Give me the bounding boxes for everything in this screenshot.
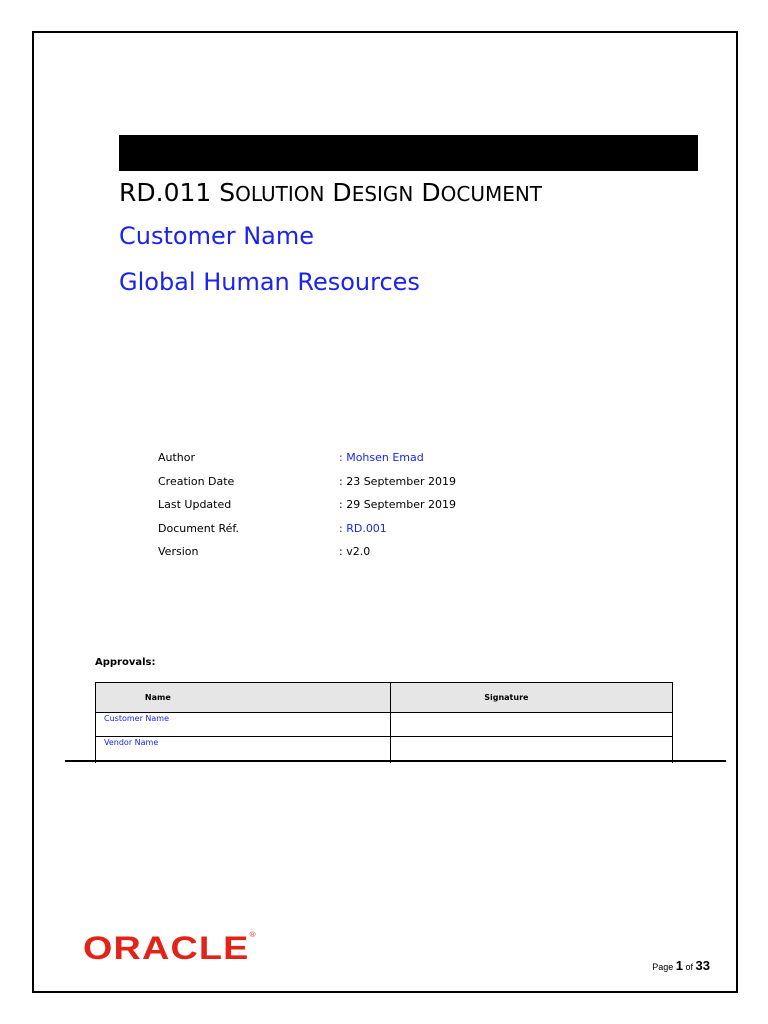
total-pages: 33 bbox=[695, 958, 710, 973]
approvals-label: Approvals: bbox=[95, 657, 156, 668]
meta-label: Author bbox=[158, 451, 196, 465]
current-page: 1 bbox=[675, 958, 684, 973]
meta-value: : 29 September 2019 bbox=[339, 498, 456, 512]
oracle-logo bbox=[83, 930, 257, 967]
title-word-1-rest: OLUTION bbox=[235, 182, 325, 206]
project-name: Global Human Resources bbox=[119, 268, 420, 296]
title-word-1-cap: S bbox=[219, 178, 236, 207]
meta-value: : v2.0 bbox=[339, 545, 371, 559]
approvals-table bbox=[95, 682, 673, 763]
meta-row-author bbox=[158, 446, 558, 470]
section-divider bbox=[65, 760, 726, 762]
meta-label: Last Updated bbox=[158, 498, 232, 512]
table-row bbox=[96, 713, 673, 737]
signature-cell bbox=[390, 713, 672, 737]
meta-row-creation-date bbox=[158, 470, 558, 494]
table-header-row bbox=[96, 683, 673, 713]
title-word-2-cap: D bbox=[332, 178, 352, 207]
meta-row-version bbox=[158, 540, 558, 564]
document-metadata bbox=[158, 446, 558, 564]
table-row bbox=[96, 737, 673, 763]
signature-cell bbox=[390, 737, 672, 763]
meta-row-document-ref bbox=[158, 517, 558, 541]
meta-value: : Mohsen Emad bbox=[339, 451, 424, 465]
approver-name-cell: Customer Name bbox=[96, 713, 391, 737]
logo-wordmark: ORACLE bbox=[83, 930, 250, 966]
page-number bbox=[652, 958, 710, 973]
column-header-signature: Signature bbox=[390, 683, 672, 713]
page-separator: of bbox=[683, 962, 696, 972]
title-word-2-rest: ESIGN bbox=[351, 182, 414, 206]
approver-name-cell: Vendor Name bbox=[96, 737, 391, 763]
title-word-3-rest: OCUMENT bbox=[440, 182, 543, 206]
meta-label: Creation Date bbox=[158, 474, 235, 488]
meta-value: : RD.001 bbox=[339, 521, 387, 535]
title-word-3-cap: D bbox=[421, 178, 441, 207]
document-title bbox=[119, 178, 542, 207]
meta-row-last-updated bbox=[158, 493, 558, 517]
title-prefix: RD.011 bbox=[119, 178, 220, 207]
meta-label: Version bbox=[158, 545, 199, 559]
meta-label: Document Réf. bbox=[158, 521, 239, 535]
meta-value: : 23 September 2019 bbox=[339, 474, 456, 488]
title-bar bbox=[119, 135, 698, 171]
column-header-name: Name bbox=[96, 683, 391, 713]
page-prefix: Page bbox=[652, 962, 676, 972]
registered-mark: ® bbox=[249, 932, 257, 939]
customer-name: Customer Name bbox=[119, 222, 315, 250]
